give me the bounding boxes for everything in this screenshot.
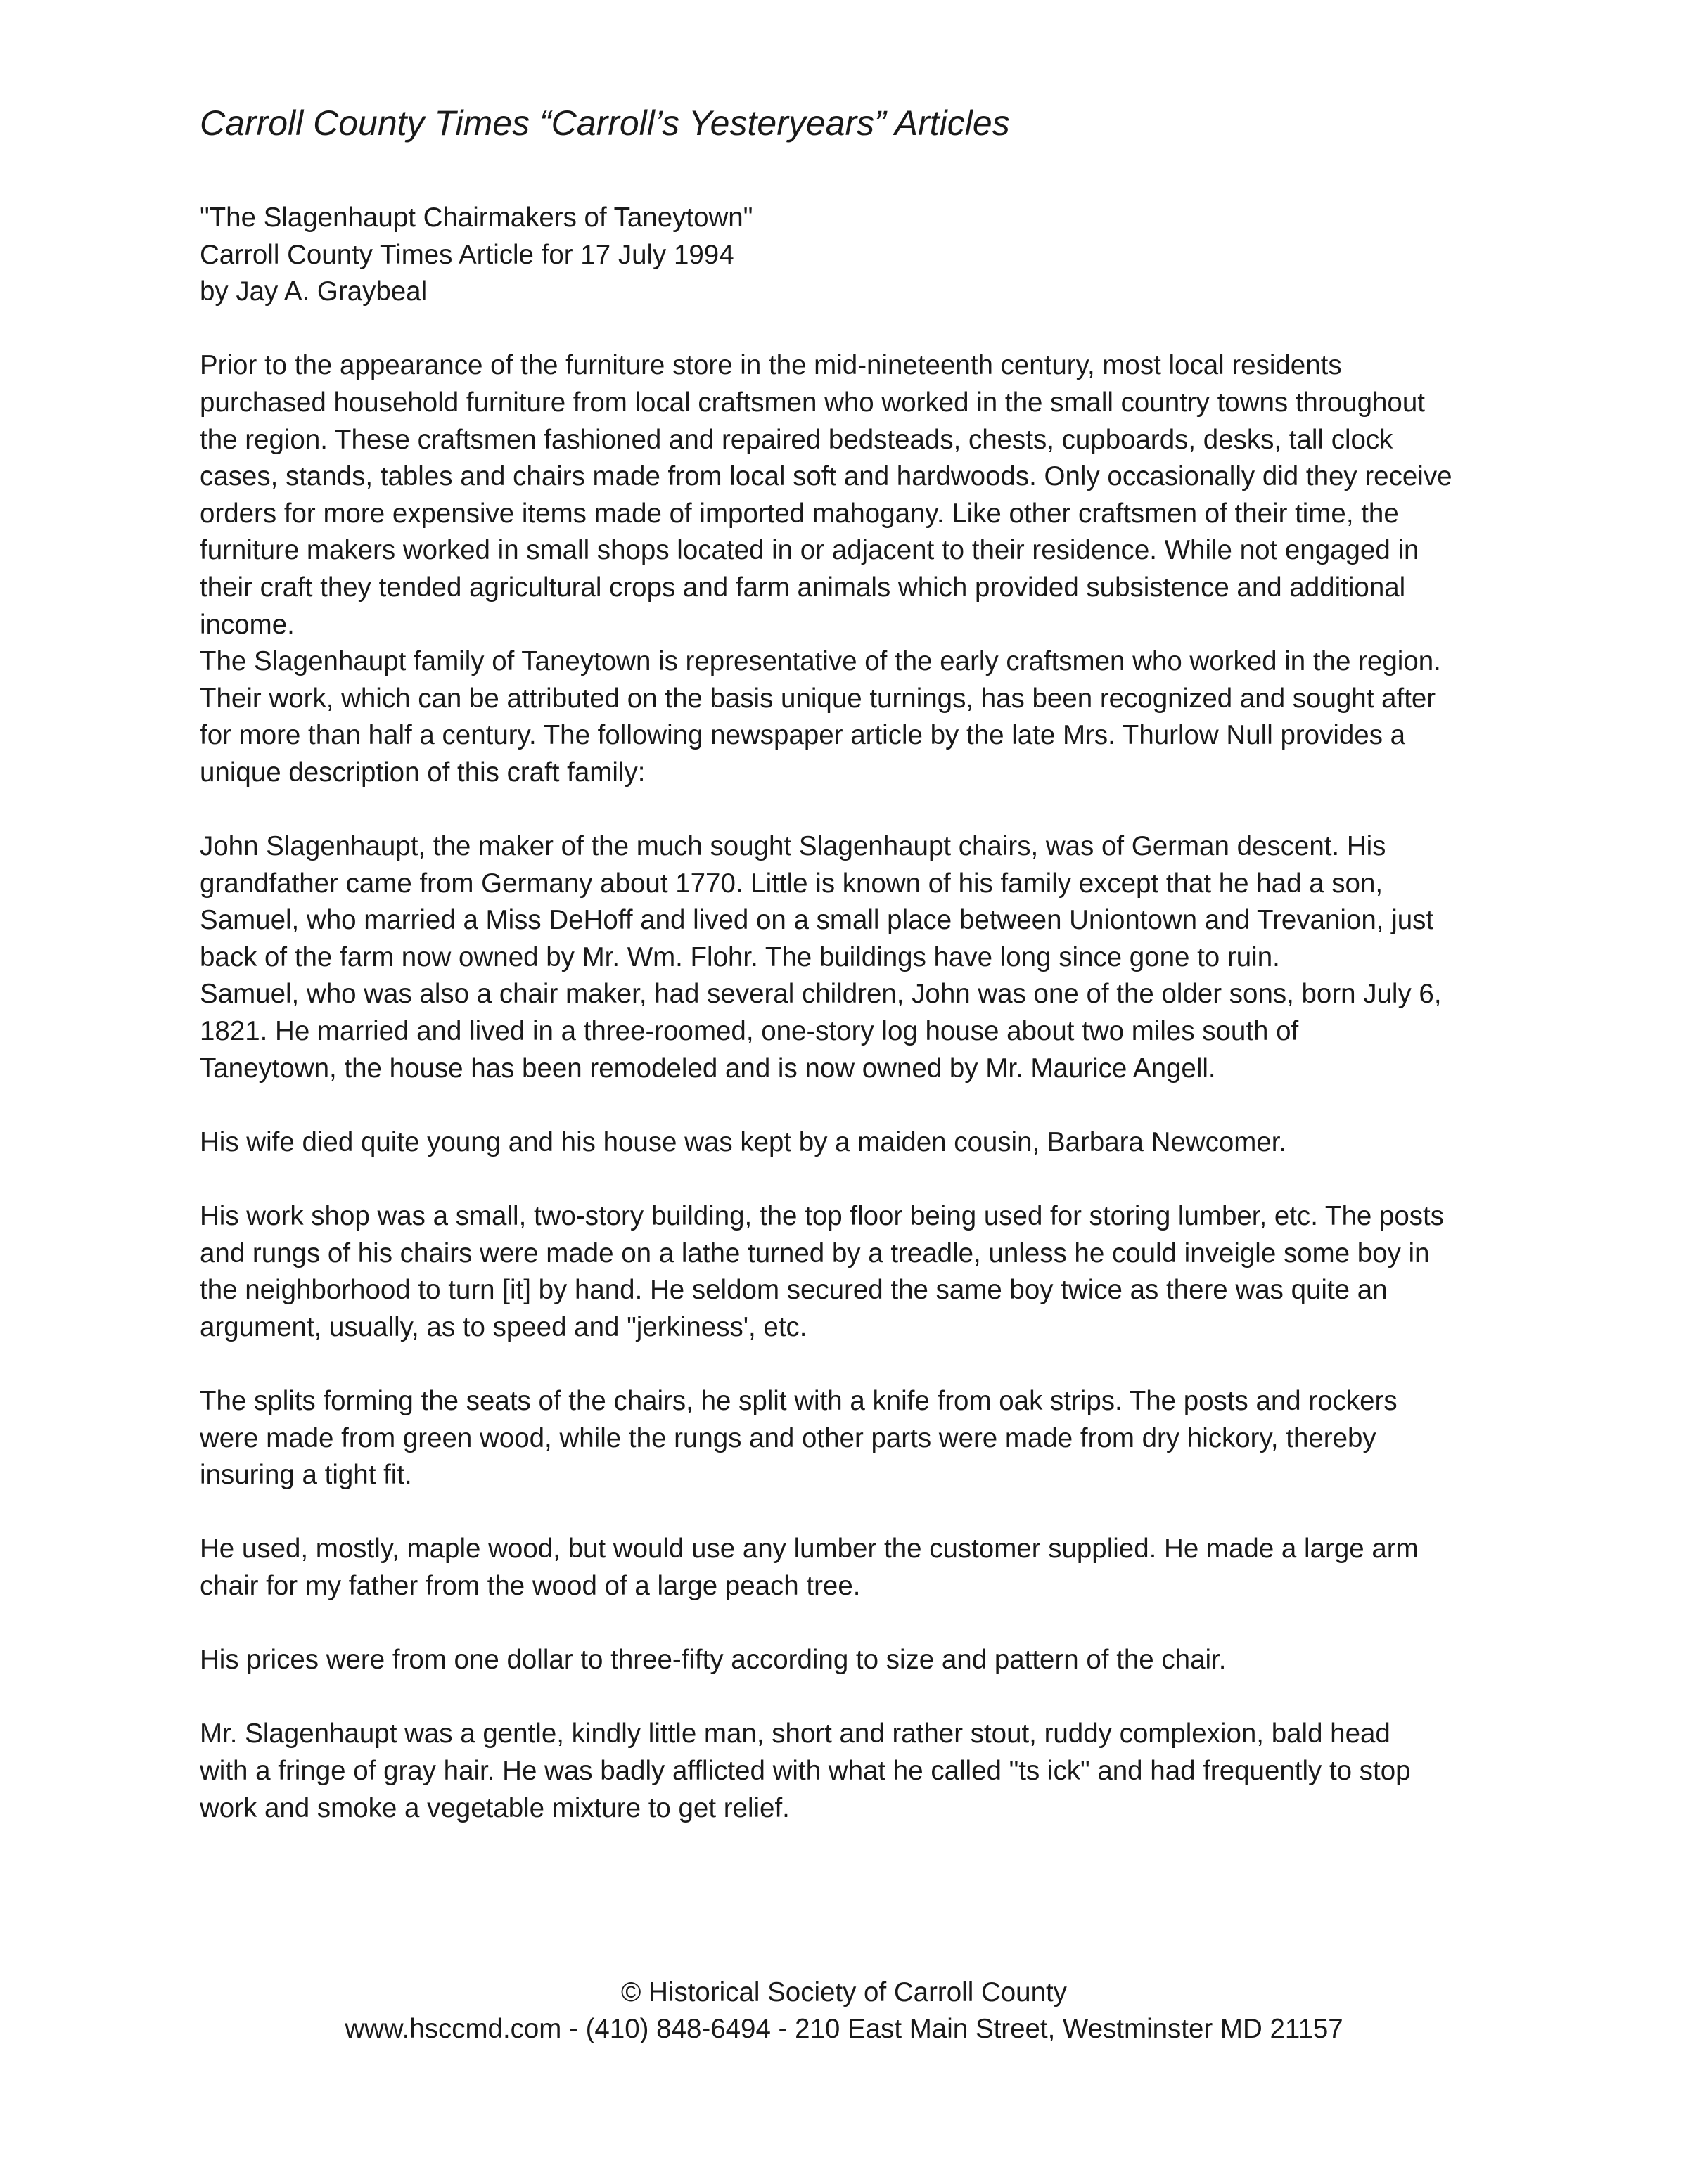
series-title: Carroll County Times “Carroll’s Yesteryears” Articles: [200, 103, 1010, 143]
paragraph-line: Samuel, who married a Miss DeHoff and lived on a small place between Uniontown and Trevanion, just: [200, 905, 1434, 936]
paragraph-line: the region. These craftsmen fashioned and repaired bedsteads, chests, cupboards, desks, tall clock: [200, 424, 1393, 455]
paragraph-prices: [200, 1642, 1508, 1679]
paragraph-line: furniture makers worked in small shops located in or adjacent to their residence. While not engaged in: [200, 535, 1419, 566]
article-body: [200, 200, 1508, 1827]
paragraph-family: [200, 643, 1508, 791]
paragraph-line: the neighborhood to turn [it] by hand. He seldom secured the same boy twice as there was quite an: [200, 1275, 1388, 1306]
paragraph-splits: [200, 1383, 1508, 1494]
paragraph-line: were made from green wood, while the rungs and other parts were made from dry hickory, thereby: [200, 1422, 1376, 1453]
article-header: [200, 200, 1508, 311]
paragraph-wife: [200, 1124, 1508, 1162]
copyright-line: © Historical Society of Carroll County: [621, 1977, 1067, 2008]
paragraph-line: argument, usually, as to speed and "jerkiness', etc.: [200, 1311, 807, 1342]
paragraph-line: for more than half a century. The following newspaper article by the late Mrs. Thurlow Null provides a: [200, 720, 1406, 751]
paragraph-line: chair for my father from the wood of a large peach tree.: [200, 1570, 861, 1601]
paragraph-line: cases, stands, tables and chairs made from local soft and hardwoods. Only occasionally did they receive: [200, 461, 1452, 492]
article-title: "The Slagenhaupt Chairmakers of Taneytown": [200, 203, 753, 233]
paragraph-line: work and smoke a vegetable mixture to get relief.: [200, 1792, 790, 1823]
paragraph-line: Their work, which can be attributed on the basis unique turnings, has been recognized and sought after: [200, 683, 1436, 714]
paragraph-line: Taneytown, the house has been remodeled and is now owned by Mr. Maurice Angell.: [200, 1053, 1216, 1084]
paragraph-samuel: [200, 976, 1508, 1087]
paragraph-line: Samuel, who was also a chair maker, had several children, John was one of the older sons, born July 6,: [200, 979, 1442, 1010]
paragraph-wood: [200, 1531, 1508, 1605]
paragraph-line: His prices were from one dollar to three-fifty according to size and pattern of the chair.: [200, 1645, 1227, 1676]
paragraph-line: He used, mostly, maple wood, but would use any lumber the customer supplied. He made a large arm: [200, 1534, 1419, 1565]
paragraph-workshop: [200, 1198, 1508, 1346]
paragraph-line: Mr. Slagenhaupt was a gentle, kindly little man, short and rather stout, ruddy complexion, bald head: [200, 1719, 1390, 1749]
paragraph-line: their craft they tended agricultural crops and farm animals which provided subsistence and additional: [200, 572, 1406, 603]
paragraph-line: The Slagenhaupt family of Taneytown is representative of the early craftsmen who worked in the region.: [200, 646, 1441, 677]
paragraph-line: income.: [200, 609, 295, 640]
paragraph-line: and rungs of his chairs were made on a lathe turned by a treadle, unless he could inveigle some boy in: [200, 1238, 1430, 1268]
paragraph-intro: [200, 347, 1508, 643]
paragraph-line: orders for more expensive items made of imported mahogany. Like other craftsmen of their time, the: [200, 498, 1399, 529]
paragraph-line: insuring a tight fit.: [200, 1460, 412, 1491]
paragraph-line: Prior to the appearance of the furniture store in the mid-nineteenth century, most local residents: [200, 350, 1342, 381]
paragraph-line: unique description of this craft family:: [200, 757, 646, 788]
publication-line: Carroll County Times Article for 17 July 1994: [200, 239, 734, 270]
byline: by Jay A. Graybeal: [200, 276, 428, 307]
paragraph-line: The splits forming the seats of the chairs, he split with a knife from oak strips. The posts and rockers: [200, 1386, 1398, 1416]
paragraph-line: grandfather came from Germany about 1770. Little is known of his family except that he had a son,: [200, 868, 1383, 899]
paragraph-line: His wife died quite young and his house was kept by a maiden cousin, Barbara Newcomer.: [200, 1126, 1287, 1157]
paragraph-line: John Slagenhaupt, the maker of the much sought Slagenhaupt chairs, was of German descent. His: [200, 831, 1386, 862]
contact-line: www.hsccmd.com - (410) 848-6494 - 210 East Main Street, Westminster MD 21157: [345, 2014, 1343, 2044]
paragraph-description: [200, 1716, 1508, 1827]
paragraph-line: with a fringe of gray hair. He was badly afflicted with what he called "ts ick" and had frequently to stop: [200, 1755, 1411, 1786]
paragraph-line: purchased household furniture from local craftsmen who worked in the small country towns throughout: [200, 387, 1425, 418]
paragraph-john: [200, 828, 1508, 976]
page-footer: [0, 1974, 1688, 2048]
paragraph-line: 1821. He married and lived in a three-roomed, one-story log house about two miles south of: [200, 1016, 1299, 1047]
paragraph-line: back of the farm now owned by Mr. Wm. Flohr. The buildings have long since gone to ruin.: [200, 942, 1280, 972]
paragraph-line: His work shop was a small, two-story building, the top floor being used for storing lumber, etc. The posts: [200, 1201, 1444, 1232]
